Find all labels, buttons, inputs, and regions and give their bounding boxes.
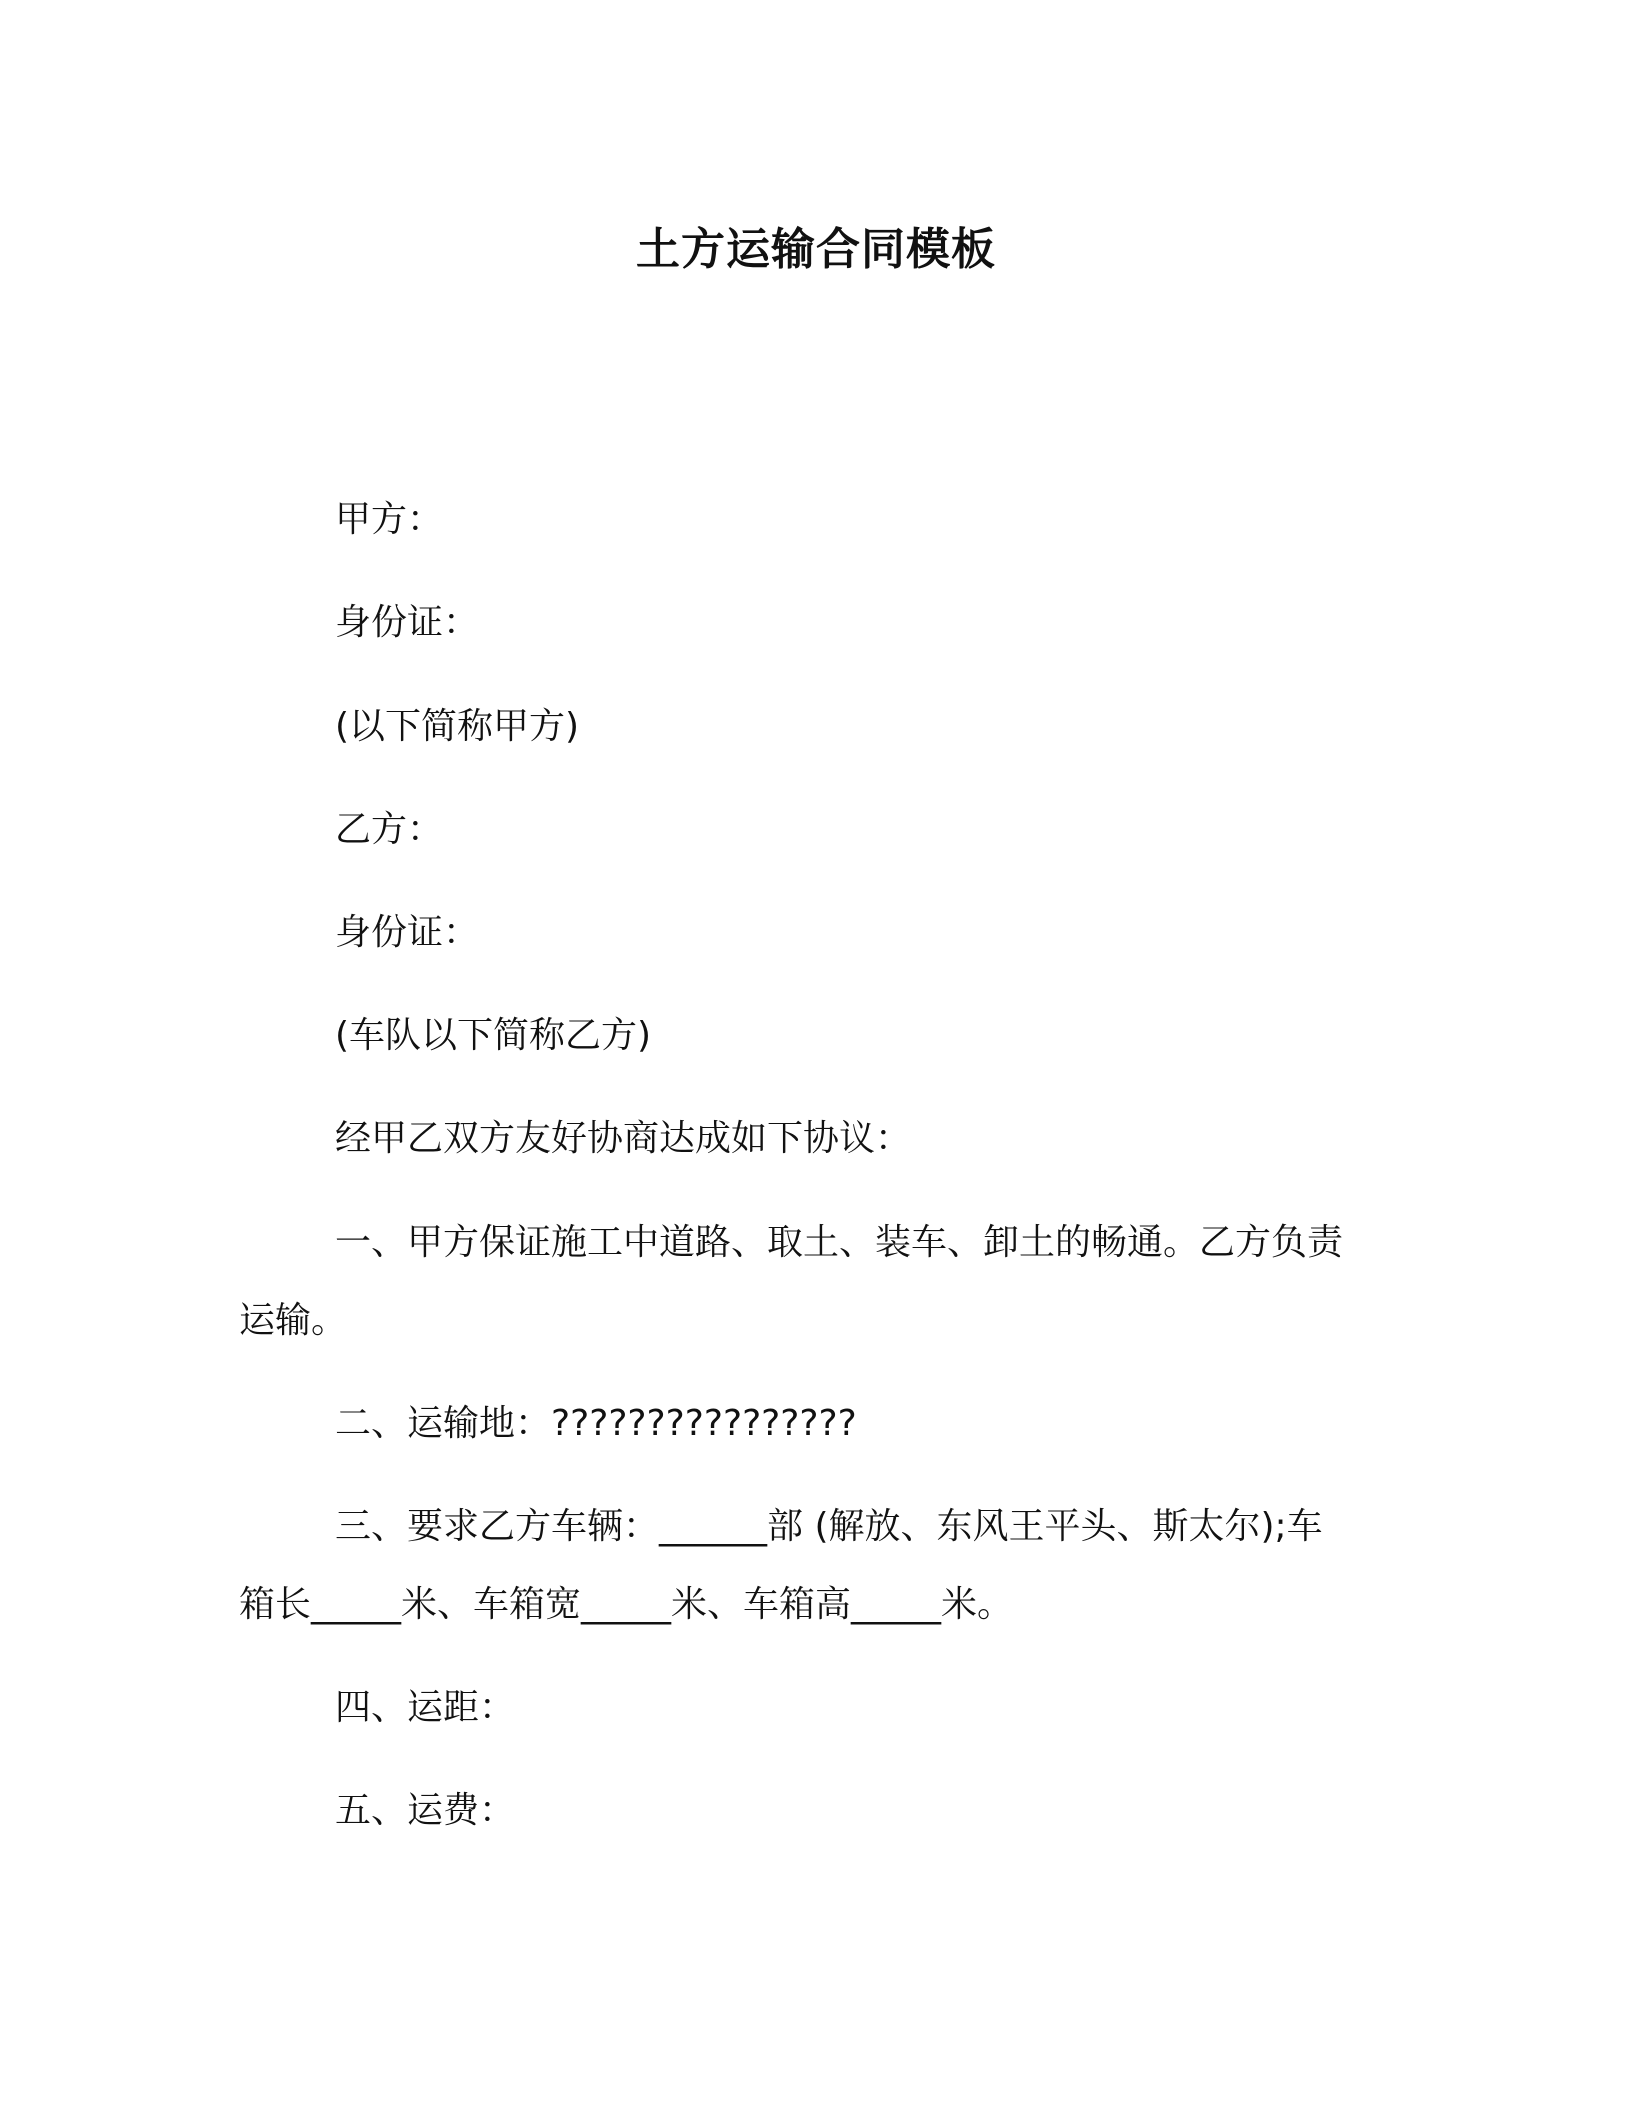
clause-1-line-1: 一、甲方保证施工中道路、取土、装车、卸土的畅通。乙方负责 [335,1222,1344,1263]
clause-5: 五、运费： [335,1790,516,1831]
agreement-intro: 经甲乙双方友好协商达成如下协议： [335,1118,912,1159]
party-a-note: (以下简称甲方) [335,706,580,747]
party-a-id-label: 身份证： [335,602,480,643]
party-b-label: 乙方： [335,809,444,850]
page-title: 土方运输合同模板 [636,224,996,275]
clause-2: 二、运输地：???????????????? [335,1403,857,1444]
party-b-id-label: 身份证： [335,912,480,953]
party-a-label: 甲方： [335,499,444,540]
clause-1-line-2: 运输。 [239,1300,348,1341]
clause-4: 四、运距： [335,1687,516,1728]
party-b-note: (车队以下简称乙方) [335,1015,652,1056]
clause-3-line-2: 箱长_____米、车箱宽_____米、车箱高_____米。 [239,1584,1014,1625]
clause-3-line-1: 三、要求乙方车辆：______部 (解放、东风王平头、斯太尔);车 [335,1506,1323,1547]
